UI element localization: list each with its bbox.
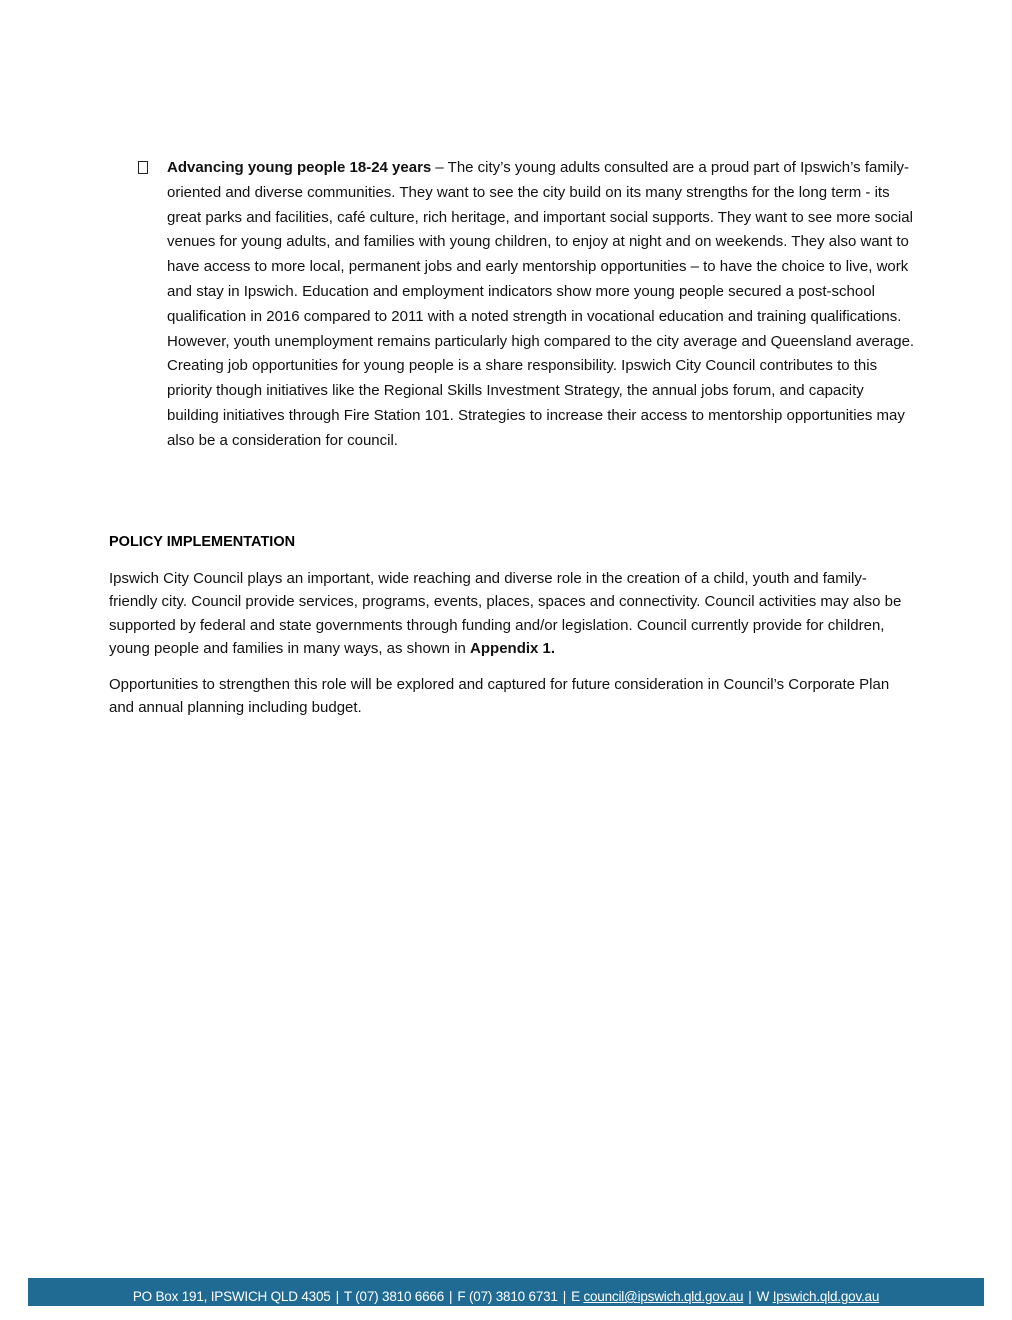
appendix-reference: Appendix 1. <box>470 639 556 657</box>
bullet-body: – The city’s young adults consulted are a proud part of Ipswich’s family-oriented and diverse communities. They want to see the city build on its many strengths for the long term - its great parks and facilities, café culture, rich heritage, and important social supports. They want to see more social venues for young adults, and families with young children, to enjoy at night and on weekends. They also want to have access to more local, permanent jobs and early mentorship opportunities – to have the choice to live, work and stay in Ipswich. Education and employment indicators show more young people secured a post-school qualification in 2016 compared to 2011 with a noted strength in vocational education and training qualifications. However, youth unemployment remains particularly high compared to the city average and Queensland average. Creating job opportunities for young people is a share responsibility. Ipswich City Council contributes to this priority though initiatives like the Regional Skills Investment Strategy, the annual jobs forum, and capacity building initiatives through Fire Station 101. Strategies to increase their access to mentorship opportunities may also be a consideration for council. <box>167 159 915 449</box>
footer-email-label: E <box>571 1289 580 1304</box>
footer-email-link[interactable]: council@ipswich.qld.gov.au <box>583 1289 744 1304</box>
footer-fax-label: F <box>457 1289 466 1304</box>
footer-phone-label: T <box>343 1289 352 1304</box>
bullet-item-young-people <box>138 156 918 454</box>
footer-fax: (07) 3810 6731 <box>468 1289 558 1304</box>
footer-separator: | <box>335 1289 339 1304</box>
footer-separator: | <box>748 1289 752 1304</box>
section-heading: POLICY IMPLEMENTATION <box>109 534 296 550</box>
footer-separator: | <box>449 1289 453 1304</box>
footer-phone: (07) 3810 6666 <box>355 1289 445 1304</box>
policy-paragraph-1 <box>109 567 909 660</box>
footer-web-link[interactable]: Ipswich.qld.gov.au <box>772 1289 880 1304</box>
bullet-heading: Advancing young people 18-24 years <box>167 159 432 176</box>
bullet-text <box>167 156 918 454</box>
footer-bar <box>28 1278 984 1306</box>
footer-address: PO Box 191, IPSWICH QLD 4305 <box>132 1289 331 1304</box>
footer-separator: | <box>562 1289 567 1304</box>
footer-web-label: W <box>756 1289 770 1304</box>
policy-paragraph-2: Opportunities to strengthen this role will be explored and captured for future consideration in Council’s Corporate Plan and annual planning including budget. <box>109 676 890 717</box>
footer-contact-line <box>133 1289 879 1306</box>
policy-paragraph-1-text: Ipswich City Council plays an important, wide reaching and diverse role in the creation of a child, youth and family-friendly city. Council provide services, programs, events, places, spaces and connectivity. Council activities may also be supported by federal and state governments through funding and/or legislation. Council currently provide for children, young people and families in many ways, as shown in <box>109 570 902 657</box>
bullet-box-icon <box>138 161 148 174</box>
